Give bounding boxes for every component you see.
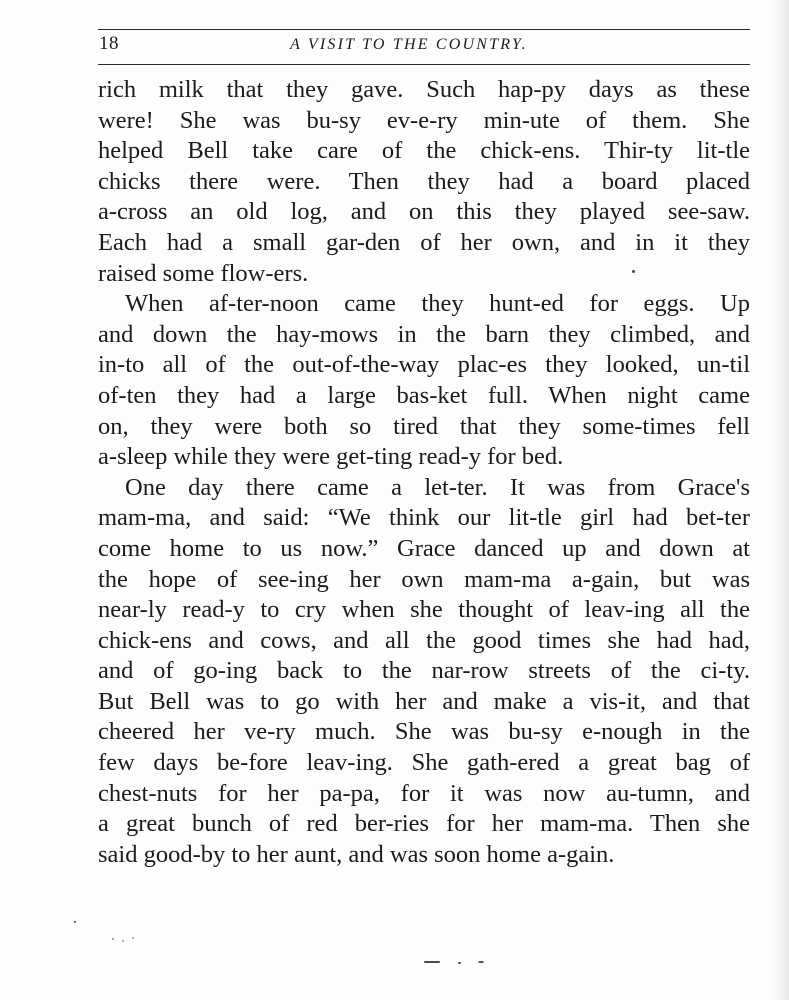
text-line: mam-ma, and said: “We think our lit-tle girl had bet-ter [98,504,750,532]
running-title: A VISIT TO THE COUNTRY. [290,36,528,53]
text-line: a great bunch of red ber-ries for her mam-ma. Then she [98,810,750,838]
text-line: chest-nuts for her pa-pa, for it was now au-tumn, and [98,779,750,807]
text-line: on, they were both so tired that they some-times fell [98,412,750,440]
print-speck [632,270,635,273]
text-line: said good-by to her aunt, and was soon home a-gain. [98,840,615,868]
text-line: chicks there were. Then they had a board placed [98,167,750,195]
print-speck [132,937,134,939]
text-line: few days be-fore leav-ing. She gath-ered a great bag of [98,749,750,777]
text-line: raised some flow-ers. [98,259,309,287]
page-number: 18 [99,33,119,54]
print-speck [122,940,124,942]
print-speck [112,938,114,940]
text-line: But Bell was to go with her and make a vis-it, and that [98,687,750,715]
text-line: and of go-ing back to the nar-row streets of the ci-ty. [98,657,750,685]
text-line: the hope of see-ing her own mam-ma a-gain, but was [98,565,750,593]
text-line: rich milk that they gave. Such hap-py days as these [98,76,750,103]
text-line: a-sleep while they were get-ting read-y for bed. [98,443,564,471]
text-line: were! She was bu-sy ev-e-ry min-ute of them. She [98,106,750,134]
text-line: a-cross an old log, and on this they played see-saw. [98,198,750,226]
text-line: chick-ens and cows, and all the good times she had had, [98,626,750,654]
page-edge-shadow [771,0,789,1000]
print-speck [74,921,76,923]
text-line: in-to all of the out-of-the-way plac-es they looked, un-til [98,351,750,379]
text-line: of-ten they had a large bas-ket full. When night came [98,381,750,409]
print-speck [458,962,461,964]
text-line: cheered her ve-ry much. She was bu-sy e-nough in the [98,718,750,746]
header-top-rule [98,29,750,30]
text-line: helped Bell take care of the chick-ens. Thir-ty lit-tle [98,137,750,165]
text-line: come home to us now.” Grace danced up and down at [98,534,750,562]
text-line: and down the hay-mows in the barn they climbed, and [98,320,750,348]
body-text [98,75,750,870]
text-line: One day there came a let-ter. It was from Grace's [125,473,750,501]
header-bottom-rule [98,64,750,65]
text-line: near-ly read-y to cry when she thought of leav-ing all the [98,596,750,624]
text-line: When af-ter-noon came they hunt-ed for eggs. Up [125,290,750,318]
text-line: Each had a small gar-den of her own, and in it they [98,228,750,256]
print-speck [424,961,440,963]
print-speck [478,961,484,963]
